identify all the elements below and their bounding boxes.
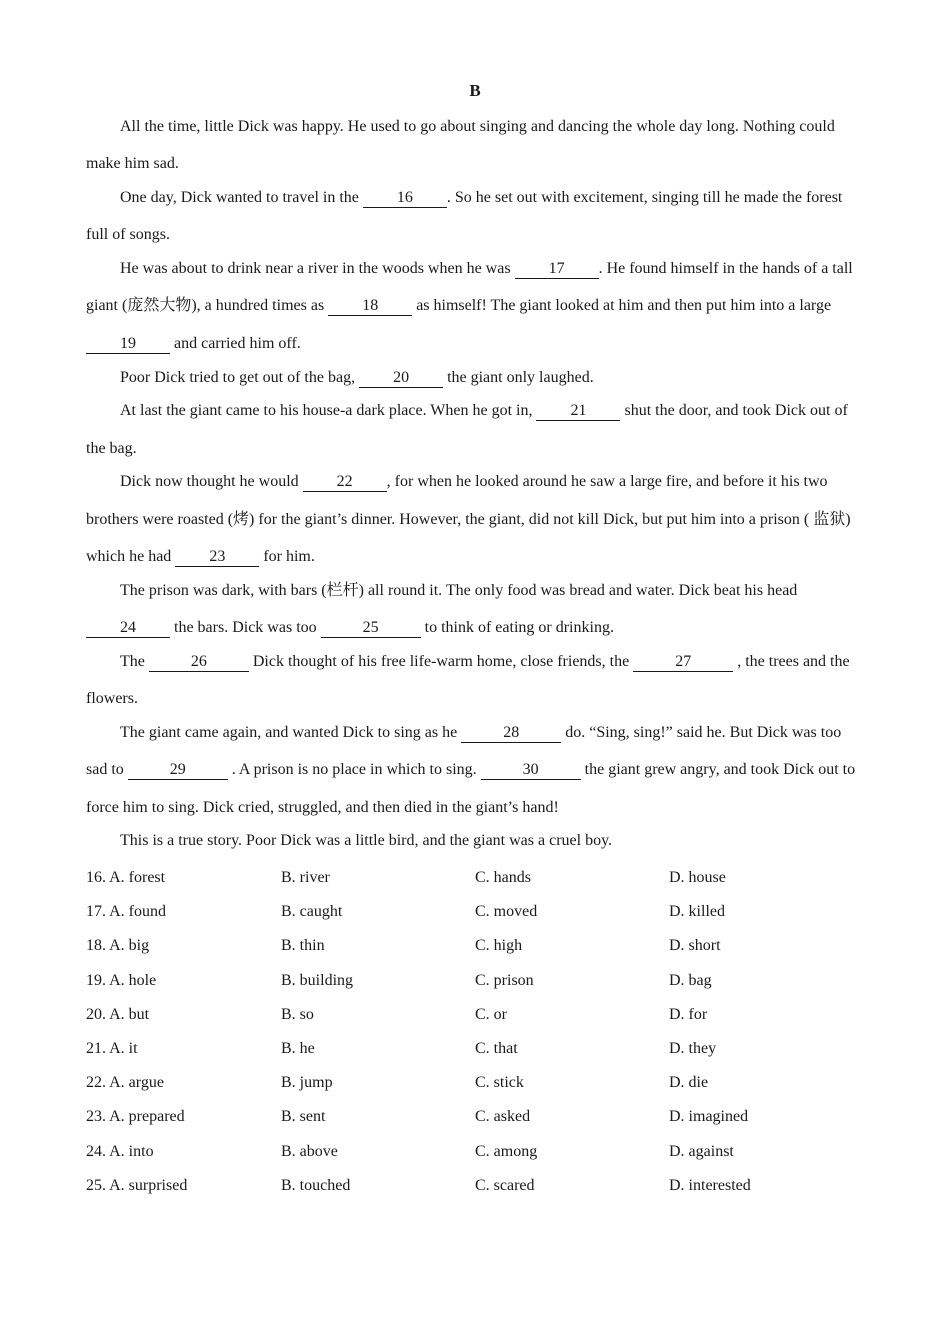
passage-text: He was about to drink near a river in the woods when he was <box>120 260 515 278</box>
blank-number: 17 <box>515 260 599 279</box>
passage-text: The giant came again, and wanted Dick to sing as he <box>120 724 462 742</box>
blank-number: 21 <box>536 402 620 421</box>
option-choice: D. killed <box>669 903 725 921</box>
blank-number: 27 <box>633 653 733 672</box>
option-choice: B. river <box>281 869 330 886</box>
passage-text: This is a true story. Poor Dick was a little bird, and the giant was a cruel boy. <box>120 832 613 850</box>
option-choice: D. house <box>669 869 726 886</box>
passage-text: as himself! The giant looked at him and then put him into a large <box>412 297 836 315</box>
option-choice: D. short <box>669 937 721 955</box>
passage-text: Dick now thought he would <box>120 473 303 491</box>
option-choice: C. moved <box>475 903 538 921</box>
option-row <box>86 1138 864 1172</box>
option-choice: C. that <box>475 1039 518 1057</box>
option-choice: B. above <box>281 1142 338 1160</box>
option-choice: C. or <box>475 1005 507 1023</box>
option-choice: D. against <box>669 1142 734 1160</box>
passage-text: the giant grew angry, and took Dick out to force him to sing. Dick cried, struggled, and then died in the giant’s hand! <box>86 761 860 816</box>
passage-paragraph <box>86 250 864 362</box>
passage-text: The <box>120 652 149 670</box>
passage-paragraph <box>86 108 864 183</box>
blank-number: 29 <box>128 761 228 780</box>
option-choice: B. sent <box>281 1108 326 1126</box>
option-choice: B. touched <box>281 1176 351 1194</box>
option-row <box>86 898 864 932</box>
option-choice: B. so <box>281 1005 314 1023</box>
option-row <box>86 1001 864 1035</box>
passage-text: . A prison is no place in which to sing. <box>227 761 481 779</box>
blank-number: 22 <box>303 473 387 492</box>
option-row <box>86 1069 864 1103</box>
option-row <box>86 932 864 966</box>
blank-number: 25 <box>321 619 421 638</box>
blank-number: 18 <box>328 297 412 316</box>
option-choice: C. hands <box>475 869 531 886</box>
option-choice: 22. A. argue <box>86 1074 164 1092</box>
option-choice: 24. A. into <box>86 1142 154 1160</box>
option-row <box>86 864 864 898</box>
blank-number: 26 <box>149 653 249 672</box>
option-choice: 18. A. big <box>86 937 150 955</box>
passage-text: and carried him off. <box>170 334 301 352</box>
option-choice: C. stick <box>475 1074 524 1092</box>
option-choice: 19. A. hole <box>86 971 157 989</box>
passage-paragraph <box>86 822 864 859</box>
passage-paragraph <box>86 463 864 575</box>
option-row <box>86 1172 864 1206</box>
blank-number: 24 <box>86 619 170 638</box>
passage <box>86 108 864 856</box>
option-choice: C. high <box>475 937 523 955</box>
passage-text: All the time, little Dick was happy. He used to go about singing and dancing the whole day long. Nothing could make him sad. <box>86 118 839 173</box>
option-choice: D. for <box>669 1005 708 1023</box>
option-choice: C. scared <box>475 1176 535 1194</box>
passage-text: for him. <box>259 548 315 566</box>
blank-number: 16 <box>363 189 447 208</box>
option-choice: 16. A. forest <box>86 869 166 886</box>
option-choice: C. among <box>475 1142 538 1160</box>
option-choice: B. thin <box>281 937 325 955</box>
passage-text: , for when he looked around he saw a large fire, and before it his two brothers were roasted (烤) for the giant’s dinner. However, the giant, did not kill Dick, but put him into a prison ( 监狱) which he had <box>86 473 855 566</box>
option-choice: D. die <box>669 1074 709 1092</box>
option-choice: D. imagined <box>669 1108 749 1126</box>
option-choice: 20. A. but <box>86 1005 150 1023</box>
passage-text: . So he set out with excitement, singing till he made the forest full of songs. <box>86 189 847 244</box>
blank-number: 23 <box>175 548 259 567</box>
passage-paragraph <box>86 392 864 467</box>
passage-text: At last the giant came to his house-a dark place. When he got in, <box>120 402 537 420</box>
blank-number: 19 <box>86 335 170 354</box>
option-choice: B. jump <box>281 1074 333 1092</box>
passage-paragraph <box>86 643 864 718</box>
option-choice: 17. A. found <box>86 903 166 921</box>
option-row <box>86 967 864 1001</box>
passage-paragraph <box>86 572 864 647</box>
blank-number: 28 <box>461 724 561 743</box>
blank-number: 20 <box>359 369 443 388</box>
passage-paragraph <box>86 714 864 826</box>
answer-options <box>86 864 864 1206</box>
blank-number: 30 <box>481 761 581 780</box>
option-choice: C. prison <box>475 971 534 989</box>
passage-paragraph <box>86 179 864 254</box>
passage-text: . He found himself in the hands of a tall giant (庞然大物), a hundred times as <box>86 260 857 315</box>
passage-text: Dick thought of his free life-warm home, close friends, the <box>248 652 634 670</box>
option-choice: B. building <box>281 971 354 989</box>
passage-text: One day, Dick wanted to travel in the <box>120 189 363 207</box>
passage-text: to think of eating or drinking. <box>420 619 614 637</box>
option-choice: 21. A. it <box>86 1039 138 1057</box>
section-title: B <box>469 81 481 100</box>
option-choice: 23. A. prepared <box>86 1108 185 1126</box>
passage-text: do. “Sing, sing!” said he. But Dick was too sad to <box>86 724 846 779</box>
option-choice: C. asked <box>475 1108 531 1126</box>
option-row <box>86 1035 864 1069</box>
passage-text: Poor Dick tried to get out of the bag, <box>120 368 360 386</box>
option-row <box>86 1103 864 1137</box>
passage-paragraph <box>86 359 864 396</box>
option-choice: 25. A. surprised <box>86 1176 188 1194</box>
passage-text: shut the door, and took Dick out of the bag. <box>86 402 852 457</box>
option-choice: D. they <box>669 1039 717 1057</box>
option-choice: B. he <box>281 1039 315 1057</box>
passage-text: the giant only laughed. <box>443 368 594 386</box>
option-choice: B. caught <box>281 903 343 921</box>
option-choice: D. bag <box>669 971 712 989</box>
passage-text: , the trees and the flowers. <box>86 652 854 708</box>
passage-text: the bars. Dick was too <box>170 619 321 637</box>
passage-text: The prison was dark, with bars (栏杆) all round it. The only food was bread and water. Dick beat his head <box>120 581 802 599</box>
option-choice: D. interested <box>669 1176 751 1194</box>
